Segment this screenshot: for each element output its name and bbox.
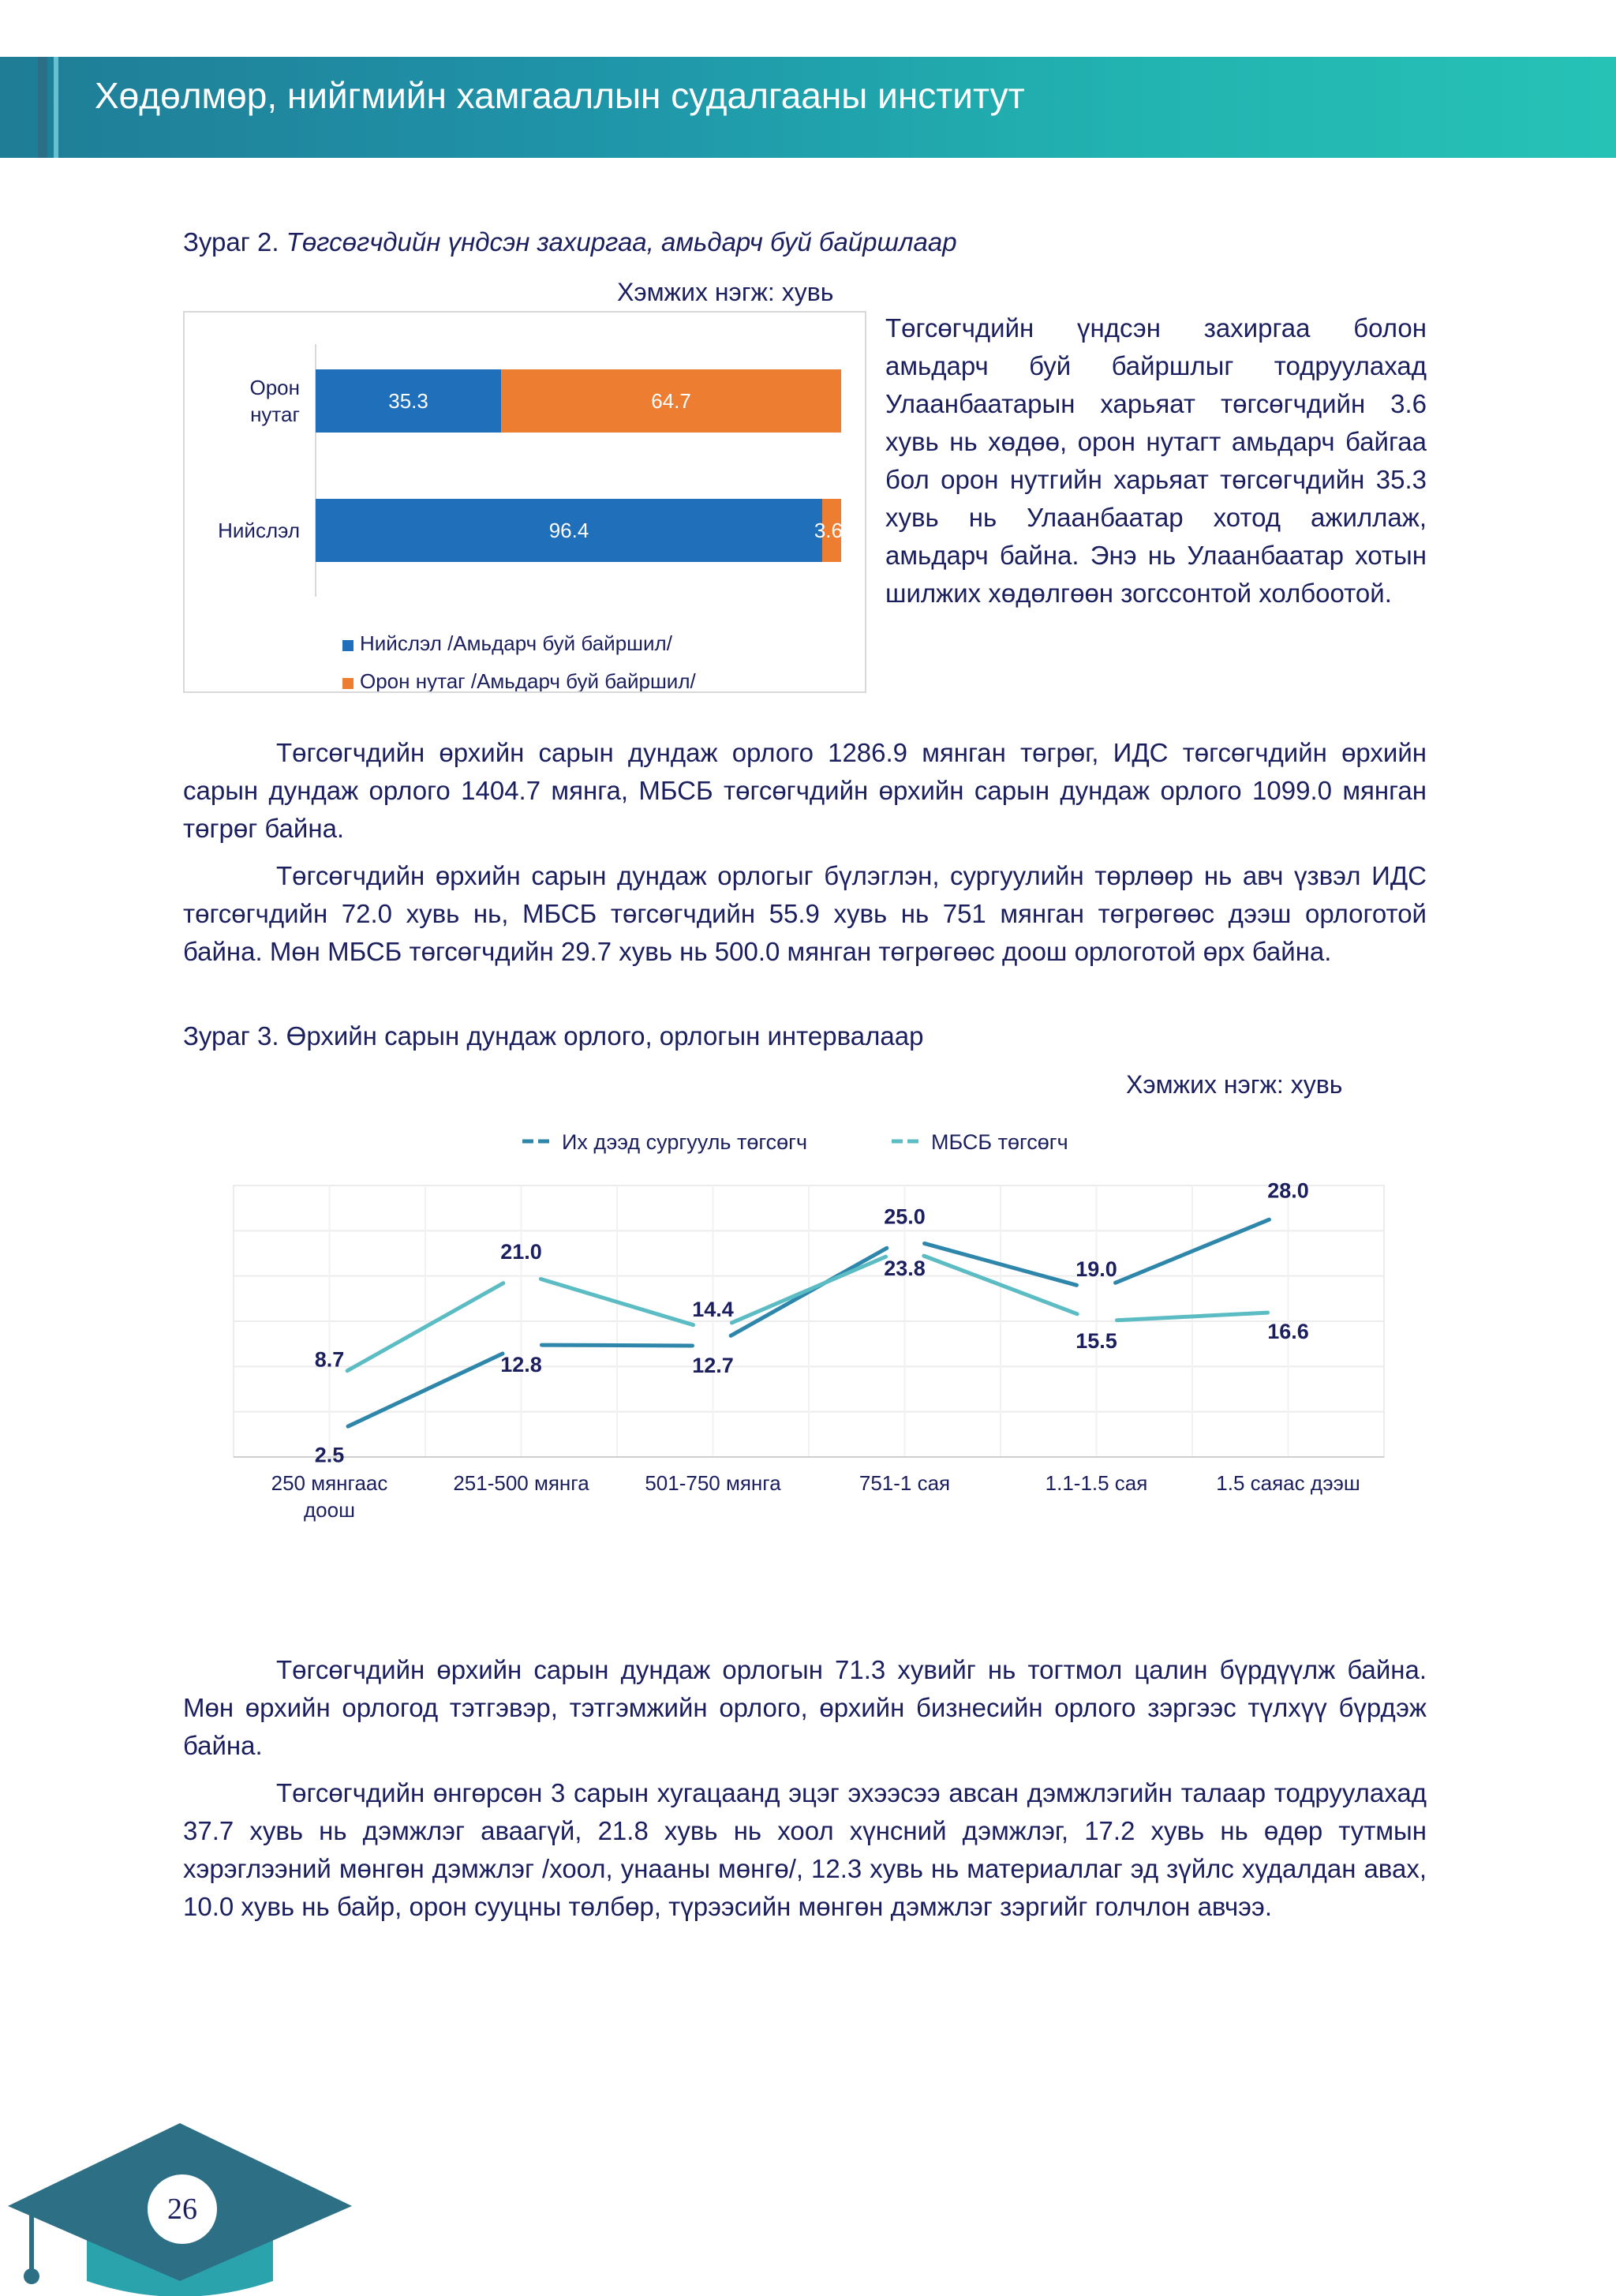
figure3-x-tick-label: 501-750 мянга xyxy=(645,1471,781,1495)
figure3-data-label: 8.7 xyxy=(314,1347,345,1372)
header-stripe-dark xyxy=(38,57,47,158)
figure3-data-label: 21.0 xyxy=(500,1239,542,1264)
figure2-chart-frame xyxy=(183,311,866,693)
figure2-caption xyxy=(183,227,957,257)
figure3-x-tick-label: 1.1-1.5 сая xyxy=(1045,1471,1148,1495)
paragraph: Төгсөгчдийн өнгөрсөн 3 сарын хугацаанд эцэг эхээсээ авсан дэмжлэгийн талаар тодруулахад 37.7 хувь нь дэмжлэг аваагүй, 21.8 хувь нь хоол хүнсний дэмжлэг, 17.2 хувь нь өдөр тутмын хэрэглээний мөнгөн дэмжлэг /хоол, унааны мөнгө/, 12.3 хувь нь материаллаг эд зүйлс худалдан авах, 10.0 хувь нь байр, орон сууцны төлбөр, түрээсийн мөнгөн дэмжлэг зэргийг голчлон авчээ. xyxy=(183,1778,1427,1921)
figure3-data-label: 12.7 xyxy=(692,1354,734,1378)
figure3-data-label: 16.6 xyxy=(1267,1319,1309,1343)
figure2-category-label: Орон нутаг xyxy=(249,376,300,426)
header-stripe-light xyxy=(54,57,58,158)
figure2-category-label: Нийслэл xyxy=(218,519,300,542)
figure3-x-tick-label: 1.5 саяас дээш xyxy=(1216,1471,1360,1495)
figure3-unit: Хэмжих нэгж: хувь xyxy=(1126,1070,1343,1099)
paragraph: Төгсөгчдийн өрхийн сарын дундаж орлогын 71.3 хувийг нь тогтмол цалин бүрдүүлж байна. Мөн өрхийн орлогод тэтгэвэр, тэтгэмжийн орлого, өрхийн бизнесийн орлого зэргээс түлхүү бүрдэж байна. xyxy=(183,1655,1427,1760)
body-text-mid xyxy=(183,734,1427,980)
paragraph: Төгсөгчдийн өрхийн сарын дундаж орлого 1286.9 мянган төгрөг, ИДС төгсөгчдийн өрхийн сарын дундаж орлого 1404.7 мянга, МБСБ төгсөгчдийн өрхийн сарын дундаж орлого 1099.0 мянган төгрөг байна. xyxy=(183,738,1427,843)
figure3-data-label: 23.8 xyxy=(884,1256,926,1280)
figure2-caption-prefix: Зураг 2. xyxy=(183,227,279,257)
figure2-legend-label: Орон нутаг /Амьдарч буй байршил/ xyxy=(360,669,696,691)
figure3-data-label: 19.0 xyxy=(1075,1257,1117,1282)
body-text-bottom xyxy=(183,1651,1427,1935)
figure2-legend-swatch xyxy=(342,640,354,651)
figure3-data-label: 12.8 xyxy=(500,1352,542,1376)
figure3-data-label: 2.5 xyxy=(314,1443,345,1467)
figure3-x-tick-label: 751-1 сая xyxy=(858,1471,951,1495)
figure2-caption-title: Төгсөгчдийн үндсэн захиргаа, амьдарч буй байршлаар xyxy=(286,227,957,257)
figure2-data-label: 96.4 xyxy=(548,519,589,542)
figure3-legend-label: Их дээд сургууль төгсөгч xyxy=(562,1130,808,1154)
figure3-data-label: 25.0 xyxy=(884,1204,926,1229)
figure3-line-chart xyxy=(183,1105,1446,1626)
figure3-x-tick-label: 251-500 мянга xyxy=(453,1471,589,1495)
figure3-x-tick-label: 250 мянгаас доош xyxy=(271,1471,388,1522)
figure3-data-label: 14.4 xyxy=(692,1298,734,1322)
side-paragraph: Төгсөгчдийн үндсэн захиргаа болон амьдарч буй байршлыг тодруулахад Улаанбаатарын харьяат төгсөгчдийн 3.6 хувь нь хөдөө, орон нутагт амьдарч байгаа бол орон нутгийн харьяат төгсөгчдийн 35.3 хувь нь Улаанбаатар хотод ажиллаж, амьдарч байна. Энэ нь Улаанбаатар хотын шилжих хөдөлгөөн зогссонтой холбоотой. xyxy=(885,313,1427,608)
figure3-series-line xyxy=(541,1345,692,1346)
figure2-data-label: 3.6 xyxy=(814,519,843,542)
figure3-legend-label: МБСБ төгсөгч xyxy=(931,1130,1068,1154)
header-banner xyxy=(0,57,1616,158)
figure3-data-label: 28.0 xyxy=(1267,1178,1309,1203)
figure2-data-label: 35.3 xyxy=(388,389,428,413)
figure2-legend-label: Нийслэл /Амьдарч буй байршил/ xyxy=(360,631,672,655)
figure2-unit: Хэмжих нэгж: хувь xyxy=(617,278,834,306)
figure3-data-label: 15.5 xyxy=(1075,1329,1117,1353)
figure2-bar-chart xyxy=(185,313,865,691)
cap-tassel xyxy=(24,2268,39,2284)
figure2-legend-swatch xyxy=(342,678,354,689)
figure3-caption: Зураг 3. Өрхийн сарын дундаж орлого, орлогын интервалаар xyxy=(183,1021,924,1051)
figure2-data-label: 64.7 xyxy=(651,389,691,413)
page-number: 26 xyxy=(145,2172,219,2246)
paragraph: Төгсөгчдийн өрхийн сарын дундаж орлогыг бүлэглэн, сургуулийн төрлөөр нь авч үзвэл ИДС төгсөгчдийн 72.0 хувь нь, МБСБ төгсөгчдийн 55.9 хувь нь 751 мянган төгрөгөөс дээш орлоготой байна. Мөн МБСБ төгсөгчдийн 29.7 хувь нь 500.0 мянган төгрөгөөс доош орлоготой өрх байна. xyxy=(183,861,1427,966)
header-title: Хөдөлмөр, нийгмийн хамгааллын судалгааны институт xyxy=(95,75,1025,116)
